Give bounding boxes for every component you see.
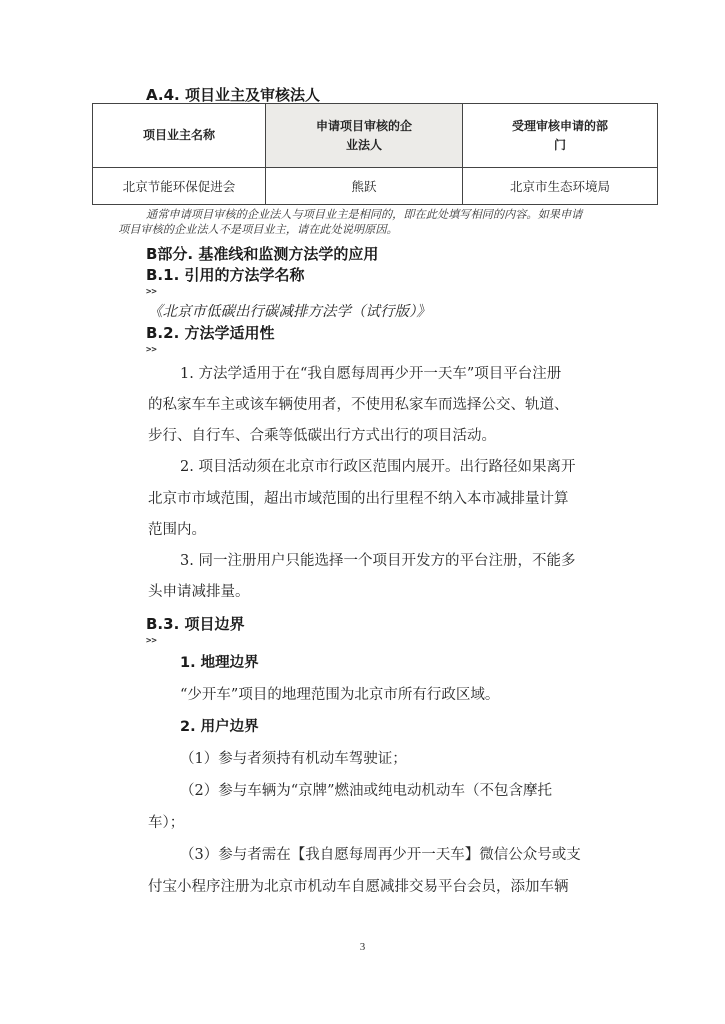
paragraph-line: 头申请减排量。 — [148, 584, 250, 600]
marker: >> — [146, 287, 157, 297]
paragraph-line: 北京市市域范围，超出市域范围的出行里程不纳入本市减排量计算 — [148, 491, 569, 507]
paragraph-line: 1. 方法学适用于在“我自愿每周再少开一天车”项目平台注册 — [180, 366, 562, 382]
marker: >> — [146, 345, 157, 355]
user-boundary-title: 2. 用户边界 — [180, 719, 259, 735]
table-header-cell: 申请项目审核的企业法人 — [266, 104, 463, 168]
part-b-title: B部分. 基准线和监测方法学的应用 — [146, 245, 379, 263]
methodology-name: 《北京市低碳出行碳减排方法学（试行版）》 — [148, 304, 431, 320]
list-item: 车）； — [148, 815, 185, 831]
list-item: 付宝小程序注册为北京市机动车自愿减排交易平台会员，添加车辆 — [148, 879, 569, 895]
paragraph-line: 3. 同一注册用户只能选择一个项目开发方的平台注册，不能多 — [180, 553, 576, 569]
paragraph-line: 步行、自行车、合乘等低碳出行方式出行的项目活动。 — [148, 428, 496, 444]
section-b3-title: B.3. 项目边界 — [146, 615, 245, 633]
table-header-cell: 项目业主名称 — [93, 104, 266, 168]
section-b1-title: B.1. 引用的方法学名称 — [146, 266, 305, 284]
paragraph-line: 范围内。 — [148, 522, 206, 538]
list-item: （1）参与者须持有机动车驾驶证； — [180, 751, 407, 767]
section-b2-title: B.2. 方法学适用性 — [146, 324, 275, 342]
list-item: （2）参与车辆为“京牌”燃油或纯电动机动车（不包含摩托 — [180, 783, 553, 799]
table-note-line: 项目审核的企业法人不是项目业主，请在此处说明原因。 — [118, 223, 398, 236]
list-item: （3）参与者需在【我自愿每周再少开一天车】微信公众号或支 — [180, 847, 581, 863]
table-cell: 北京节能环保促进会 — [93, 168, 266, 205]
table-header-row — [93, 104, 658, 168]
table-cell: 北京市生态环境局 — [463, 168, 658, 205]
table-row — [93, 168, 658, 205]
paragraph-line: 的私家车车主或该车辆使用者，不使用私家车而选择公交、轨道、 — [148, 397, 569, 413]
paragraph-line: “少开车”项目的地理范围为北京市所有行政区域。 — [180, 687, 500, 703]
section-a4-title: A.4. 项目业主及审核法人 — [146, 86, 320, 104]
table-note-line: 通常申请项目审核的企业法人与项目业主是相同的，即在此处填写相同的内容。如果申请 — [146, 208, 583, 221]
owner-table — [92, 103, 658, 205]
table-header-cell: 受理审核申请的部门 — [463, 104, 658, 168]
table-cell: 熊跃 — [266, 168, 463, 205]
page-number: 3 — [359, 941, 366, 953]
geo-boundary-title: 1. 地理边界 — [180, 655, 259, 671]
marker: >> — [146, 636, 157, 646]
paragraph-line: 2. 项目活动须在北京市行政区范围内展开。出行路径如果离开 — [180, 459, 576, 475]
